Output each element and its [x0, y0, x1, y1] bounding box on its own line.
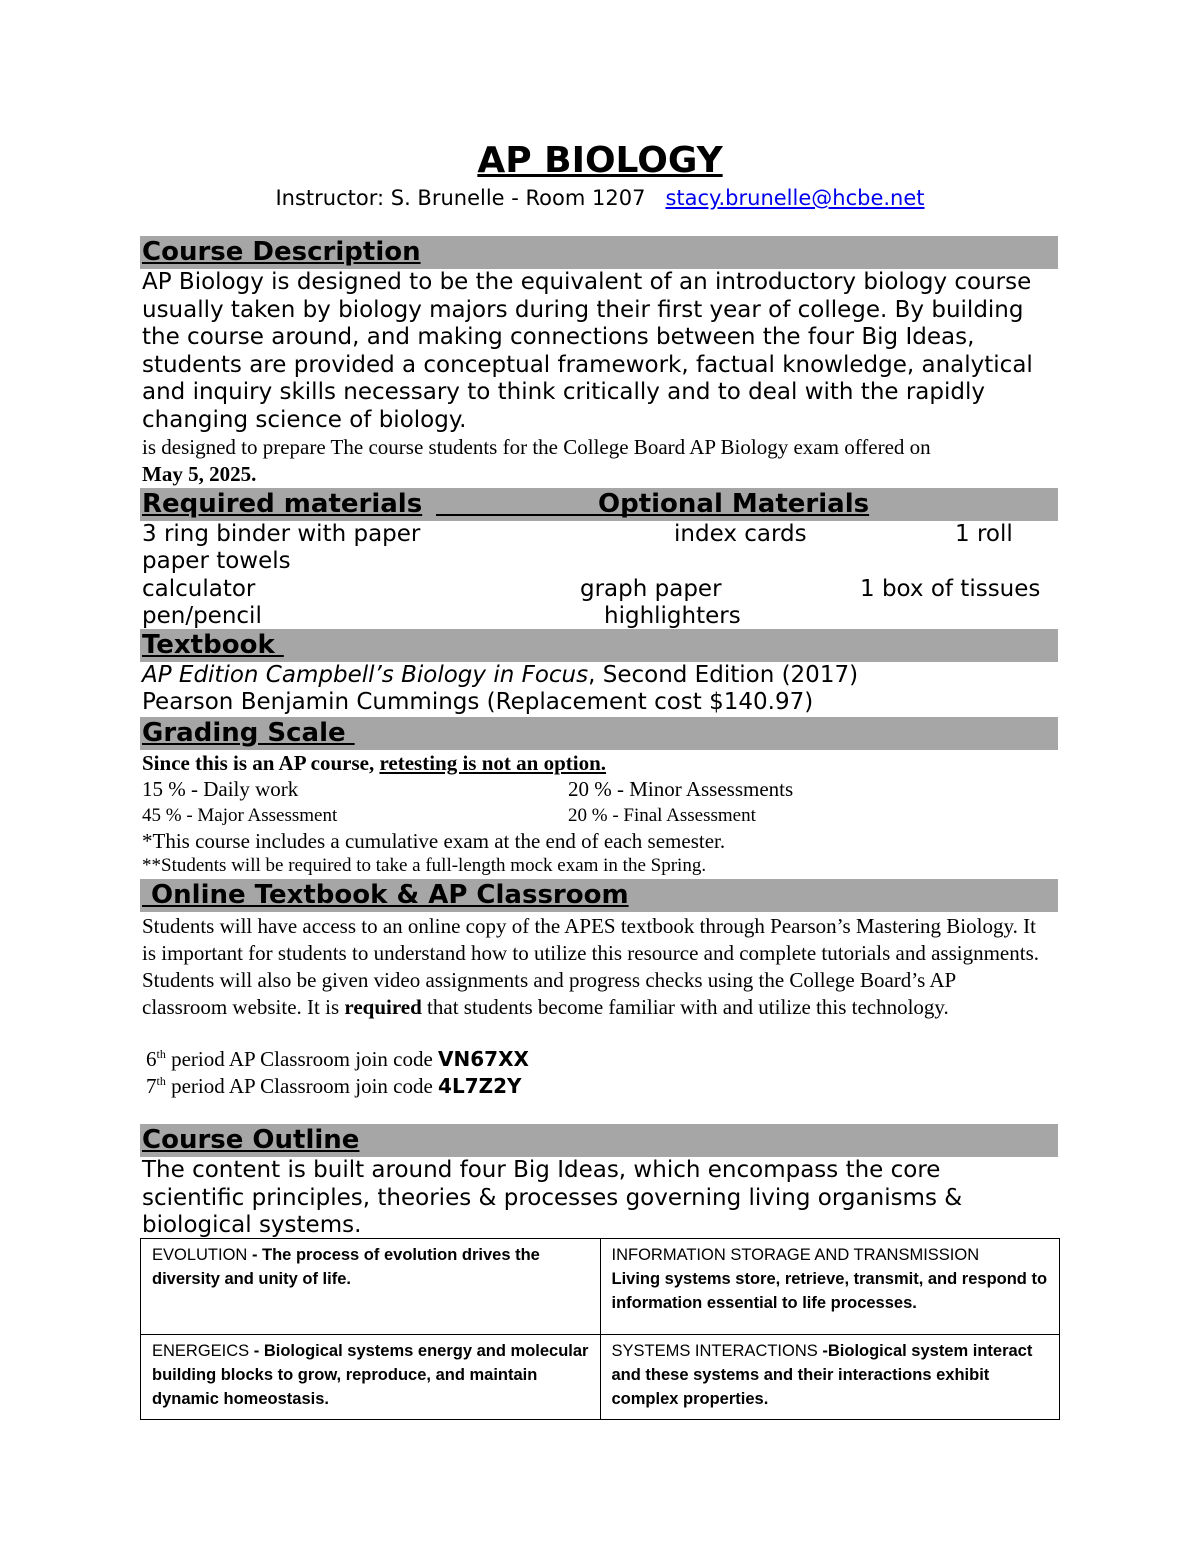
material-roll: 1 roll	[955, 521, 1013, 547]
online-body-pre: Students will have access to an online copy of the APES textbook through Pearson’s Mastering Biology. It is important for students to understand how to utilize this resource and complete tutorials and assignments. Students will also be given video assignments and progress checks using the College Board’s AP classroom website. It is	[142, 914, 1039, 1019]
outline-intro: The content is built around four Big Ideas, which encompass the core scientific principles, theories & processes governing living organisms & biological systems.	[142, 1157, 963, 1238]
exam-note: is designed to prepare The course students for the College Board AP Biology exam offered on	[142, 435, 931, 459]
grade-minor-assessments: 20 % - Minor Assessments	[568, 777, 794, 801]
textbook-edition: , Second Edition (2017)	[588, 662, 859, 688]
period-6-text: period AP Classroom join code	[165, 1047, 439, 1071]
optional-materials-heading: Optional Materials	[598, 489, 870, 519]
big-idea-title: ENERGEICS	[152, 1342, 250, 1360]
grading-footnote-2: **Students will be required to take a full-length mock exam in the Spring.	[142, 855, 707, 876]
period-7-join-code: 4L7Z2Y	[438, 1074, 522, 1098]
online-body-post: that students become familiar with and utilize this technology.	[421, 995, 949, 1019]
big-ideas-row	[141, 1335, 1060, 1420]
material-tissues: 1 box of tissues	[860, 576, 1041, 602]
period-6-suffix: th	[156, 1047, 166, 1061]
period-6-number: 6	[146, 1047, 157, 1071]
outline-heading: Course Outline	[142, 1125, 360, 1155]
material-pen-pencil: pen/pencil	[142, 603, 262, 629]
online-body	[142, 913, 1042, 1021]
required-materials-heading: Required materials	[142, 489, 423, 519]
instructor-line	[0, 186, 1200, 210]
big-idea-text: -Biological system interact and these systems and their interactions exhibit complex properties.	[611, 1342, 1033, 1408]
material-paper-towels: paper towels	[142, 548, 291, 574]
grading-footnote-1: *This course includes a cumulative exam at the end of each semester.	[142, 829, 726, 853]
online-heading: Online Textbook & AP Classroom	[142, 880, 629, 910]
period-6-code-line	[146, 1047, 529, 1072]
page-title: AP BIOLOGY	[477, 140, 723, 181]
textbook-publisher: Pearson Benjamin Cummings (Replacement cost $140.97)	[142, 689, 814, 715]
big-idea-title: INFORMATION STORAGE AND TRANSMISSION	[611, 1246, 980, 1264]
course-description-heading: Course Description	[142, 237, 421, 267]
big-idea-systems	[600, 1335, 1060, 1420]
big-idea-information	[600, 1239, 1060, 1335]
grading-heading: Grading Scale	[142, 718, 355, 748]
material-binder: 3 ring binder with paper	[142, 521, 421, 547]
big-ideas-row	[141, 1239, 1060, 1335]
big-idea-title: EVOLUTION	[152, 1246, 248, 1264]
big-idea-title: SYSTEMS INTERACTIONS	[611, 1342, 818, 1360]
exam-date: May 5, 2025.	[142, 462, 257, 486]
grade-daily-work: 15 % - Daily work	[142, 777, 299, 801]
big-idea-text: Living systems store, retrieve, transmit, and respond to information essential to life processes.	[611, 1270, 1048, 1312]
period-7-number: 7	[146, 1074, 157, 1098]
big-idea-text: - The process of evolution drives the diversity and unity of life.	[152, 1246, 540, 1288]
email-link[interactable]: stacy.brunelle@hcbe.net	[665, 186, 925, 210]
period-7-code-line	[146, 1074, 522, 1099]
material-graph-paper: graph paper	[580, 576, 722, 602]
textbook-title: AP Edition Campbell’s Biology in Focus	[142, 662, 589, 688]
course-description-body: AP Biology is designed to be the equivalent of an introductory biology course usually taken by biology majors during their first year of college. By building the course around, and making connections between the four Big Ideas, students are provided a conceptual framework, factual knowledge, analytical and inquiry skills necessary to think critically and to deal with the rapidly changing science of biology.	[142, 269, 1033, 433]
material-index-cards: index cards	[674, 521, 807, 547]
big-idea-evolution	[141, 1239, 601, 1335]
material-calculator: calculator	[142, 576, 256, 602]
big-idea-text: - Biological systems energy and molecular building blocks to grow, reproduce, and maintain dynamic homeostasis.	[152, 1342, 589, 1408]
instructor-info: Instructor: S. Brunelle - Room 1207	[275, 186, 646, 210]
textbook-heading: Textbook	[142, 630, 284, 660]
online-body-required: required	[344, 995, 422, 1019]
material-highlighters: highlighters	[604, 603, 741, 629]
retest-note-lead: Since this is an AP course,	[142, 751, 380, 775]
grade-major-assessment: 45 % - Major Assessment	[142, 805, 338, 826]
period-7-text: period AP Classroom join code	[165, 1074, 439, 1098]
grade-final-assessment: 20 % - Final Assessment	[568, 805, 756, 826]
big-ideas-table	[140, 1238, 1060, 1420]
period-7-suffix: th	[156, 1074, 166, 1088]
textbook-title-line	[142, 662, 858, 688]
retest-note-emphasis: retesting is not an option.	[379, 751, 607, 775]
retest-note	[142, 751, 606, 776]
big-idea-energetics	[141, 1335, 601, 1420]
period-6-join-code: VN67XX	[438, 1047, 529, 1071]
